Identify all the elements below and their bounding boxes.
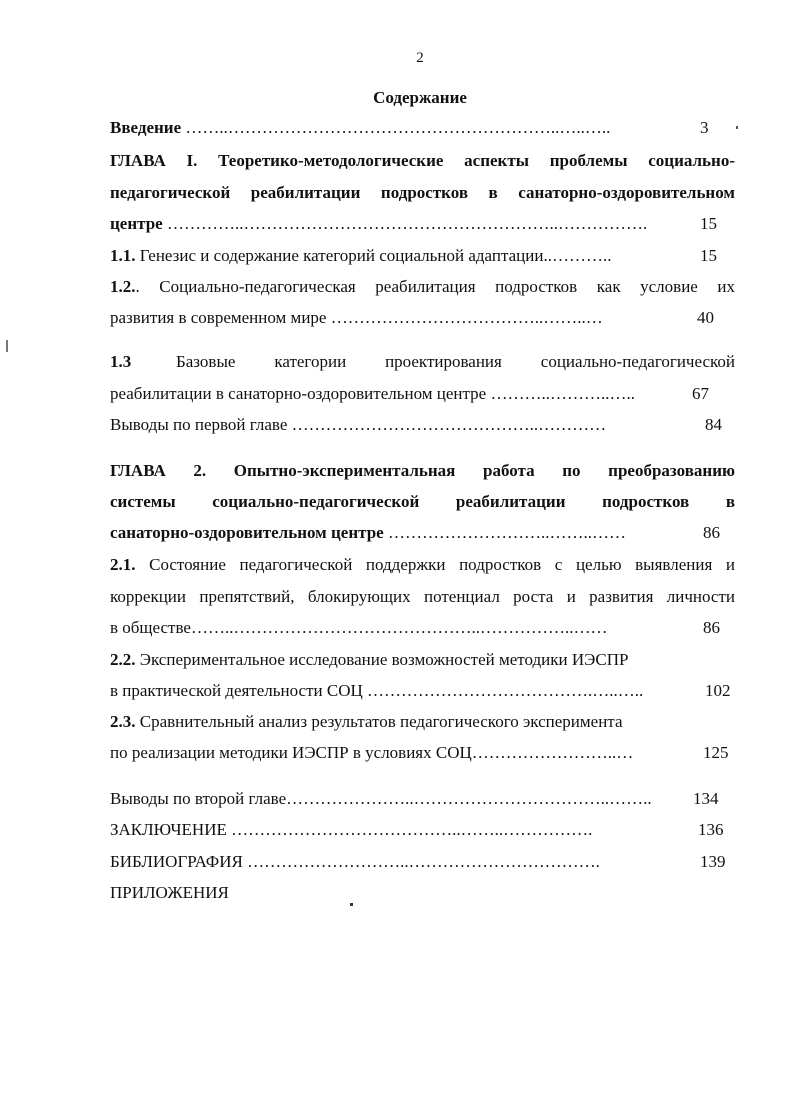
toc-entry-text: БИБЛИОГРАФИЯ — [110, 852, 243, 871]
toc-page-s1-3: 67 — [692, 384, 709, 403]
toc-leader: ……………………..… — [471, 743, 634, 762]
toc-section-1-3-line2[interactable] — [110, 384, 635, 404]
toc-entry-text: центре — [110, 214, 163, 233]
toc-conclusion[interactable] — [110, 820, 592, 840]
toc-leader: ………………………..……………………………. — [242, 852, 600, 871]
toc-section-2-3-line1[interactable] — [110, 712, 623, 732]
toc-section-2-1-line2[interactable]: коррекции препятствий, блокирующих потенциал роста и развития личности — [110, 587, 735, 606]
toc-chapter-2-line3[interactable] — [110, 523, 626, 543]
toc-entry-text: в обществе — [110, 618, 191, 637]
toc-section-1-3-line1[interactable]: Базовые категории проектирования социально-педагогической — [176, 352, 735, 371]
toc-entry-text: Сравнительный анализ результатов педагогического эксперимента — [135, 712, 623, 731]
scan-speck — [6, 340, 8, 352]
toc-leader: ………………………..……..…… — [383, 523, 626, 542]
toc-appendix[interactable]: ПРИЛОЖЕНИЯ — [110, 883, 229, 902]
toc-leader: …………………..……………………………..…….. — [286, 789, 652, 808]
toc-page-bibliography: 139 — [700, 852, 726, 871]
toc-section-number: 1.1. — [110, 246, 136, 265]
toc-entry-text: Введение — [110, 118, 182, 137]
page-title: Содержание — [373, 88, 467, 107]
scan-speck — [350, 903, 353, 906]
page-number: 2 — [416, 50, 424, 66]
toc-section-number: 2.2. — [110, 650, 136, 669]
toc-entry-text: реабилитации в санаторно-оздоровительном центре — [110, 384, 487, 403]
toc-entry-text: Выводы по первой главе — [110, 415, 288, 434]
toc-page-s1-2: 40 — [697, 308, 714, 327]
toc-leader: ……..…………………………………………………..…..….. — [181, 118, 611, 137]
toc-section-1-2-line2[interactable] — [110, 308, 603, 328]
toc-leader: ..……….. — [543, 246, 612, 265]
toc-page-ch2: 86 — [703, 523, 720, 542]
toc-section-1-1[interactable] — [110, 246, 611, 266]
toc-page-ch1: 15 — [700, 214, 717, 233]
toc-entry-text: ЗАКЛЮЧЕНИЕ — [110, 820, 227, 839]
toc-leader: ………………………………..……..… — [326, 308, 603, 327]
toc-entry-text: . Социально-педагогическая реабилитация подростков как условие их — [135, 277, 735, 296]
toc-leader: ……..……………………………………..……………..…… — [190, 618, 608, 637]
toc-page-s2-1: 86 — [703, 618, 720, 637]
toc-conclusions-1[interactable] — [110, 415, 606, 435]
toc-leader: …………………………………..……..……………. — [226, 820, 593, 839]
toc-section-1-2-line1[interactable] — [110, 277, 735, 297]
toc-entry-text: по реализации методики ИЭСПР в условиях СОЦ — [110, 743, 472, 762]
toc-chapter-2-line1[interactable]: ГЛАВА 2. Опытно-экспериментальная работа по преобразованию — [110, 461, 735, 480]
toc-entry-intro[interactable] — [110, 118, 610, 138]
toc-section-2-1-line3[interactable] — [110, 618, 607, 638]
toc-chapter-1-line2[interactable]: педагогической реабилитации подростков в санаторно-оздоровительном — [110, 183, 735, 202]
toc-leader: ………………………………….…..….. — [362, 681, 644, 700]
scan-speck — [736, 126, 738, 129]
toc-section-number: 2.1. — [110, 555, 136, 574]
toc-section-number: 1.2. — [110, 277, 136, 296]
toc-section-2-2-line2[interactable] — [110, 681, 643, 701]
toc-section-1-3-num[interactable] — [110, 352, 131, 372]
toc-entry-text: Выводы по второй главе — [110, 789, 287, 808]
toc-entry-text: в практической деятельности СОЦ — [110, 681, 363, 700]
toc-chapter-1-line1[interactable]: ГЛАВА I. Теоретико-методологические аспекты проблемы социально- — [110, 151, 735, 170]
toc-leader: ……………………………………..………… — [287, 415, 607, 434]
toc-page-s2-2: 102 — [705, 681, 731, 700]
toc-page-s2-3: 125 — [703, 743, 729, 762]
toc-page-concl1: 84 — [705, 415, 722, 434]
toc-leader: …………..………………………………………………..……………. — [162, 214, 648, 233]
toc-bibliography[interactable] — [110, 852, 600, 872]
toc-entry-text: Генезис и содержание категорий социальной адаптации — [135, 246, 544, 265]
toc-chapter-1-line3[interactable] — [110, 214, 647, 234]
toc-section-number: 2.3. — [110, 712, 136, 731]
toc-entry-text: Экспериментальное исследование возможностей методики ИЭСПР — [135, 650, 629, 669]
toc-conclusions-2[interactable] — [110, 789, 652, 809]
toc-entry-text: санаторно-оздоровительном центре — [110, 523, 384, 542]
toc-section-2-1-line1[interactable] — [110, 555, 735, 575]
toc-entry-text: Состояние педагогической поддержки подростков с целью выявления и — [135, 555, 735, 574]
toc-section-2-3-line2[interactable] — [110, 743, 633, 763]
toc-section-2-2-line1[interactable] — [110, 650, 628, 670]
toc-page-concl2: 134 — [693, 789, 719, 808]
toc-leader: ………..………..….. — [486, 384, 635, 403]
toc-page-conclusion: 136 — [698, 820, 724, 839]
toc-chapter-2-line2[interactable]: системы социально-педагогической реабилитации подростков в — [110, 492, 735, 511]
toc-page-s1-1: 15 — [700, 246, 717, 265]
toc-page-intro: 3 — [700, 118, 709, 137]
toc-section-number: 1.3 — [110, 352, 132, 371]
toc-entry-text: развития в современном мире — [110, 308, 327, 327]
